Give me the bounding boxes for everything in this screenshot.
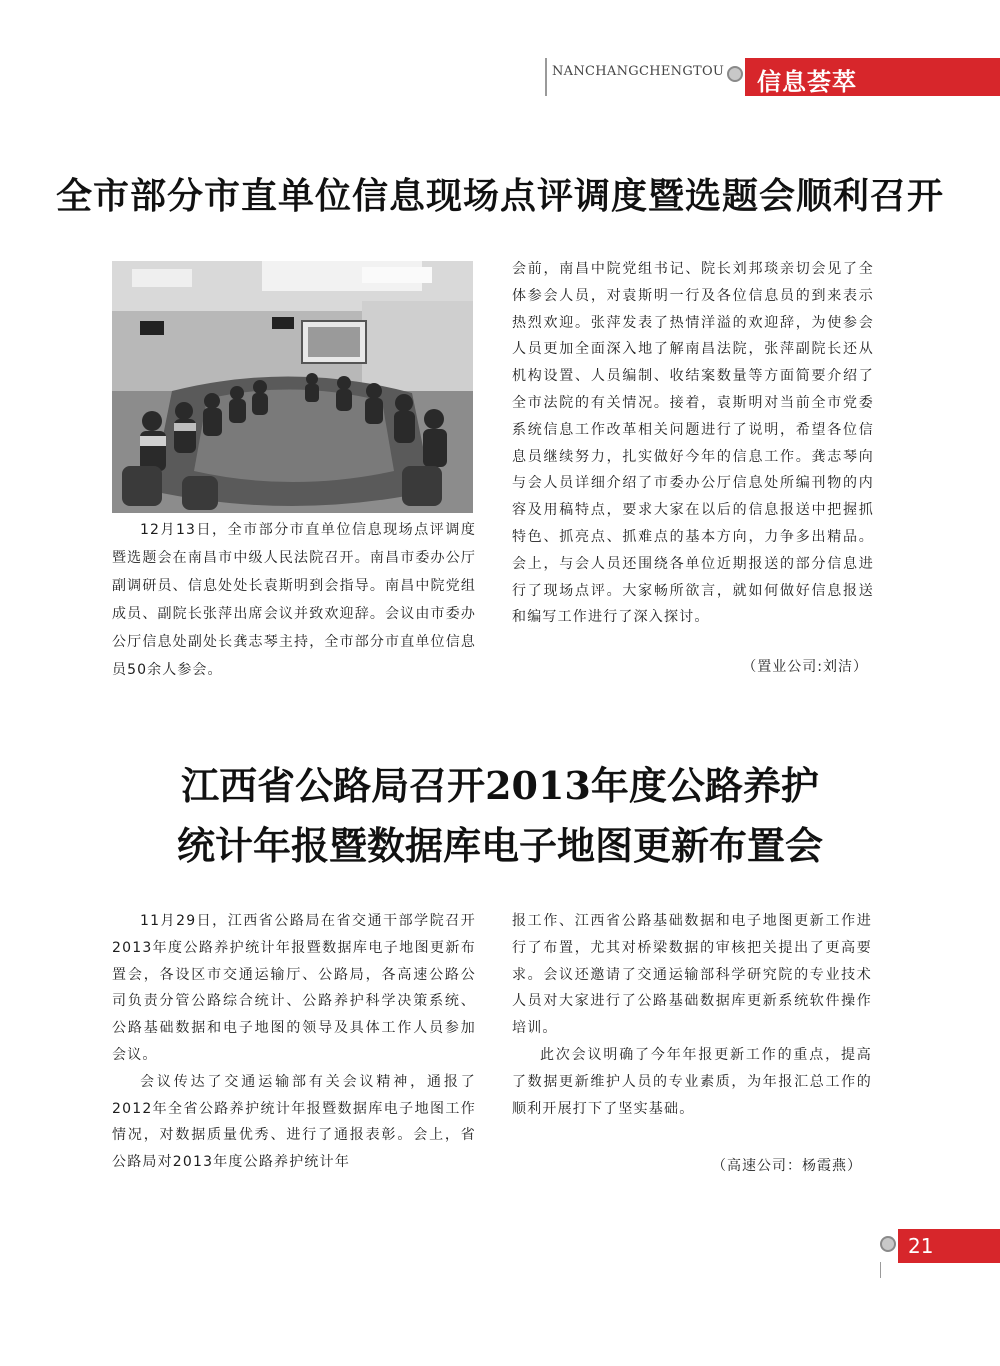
article2-right-column xyxy=(512,908,872,1122)
article2-left-column xyxy=(112,908,476,1176)
footer-bullet-icon xyxy=(880,1236,896,1252)
footer-divider xyxy=(880,1262,881,1278)
article1-body: 会前，南昌中院党组书记、院长刘邦琰亲切会见了全体参会人员，对袁斯明一行及各位信息员的到来表示热烈欢迎。张萍发表了热情洋溢的欢迎辞，为使参会人员更加全面深入地了解南昌法院，张萍副院长还从机构设置、人员编制、收结案数量等方面简要介绍了全市法院的有关情况。接着，袁斯明对当前全市党委系统信息工作改革相关问题进行了说明，希望各位信息员继续努力，扎实做好今年的信息工作。龚志琴向与会人员详细介绍了市委办公厅信息处所编刊物的内容及用稿特点，要求大家在以后的信息报送中把握抓特色、抓亮点、抓难点的基本方向，力争多出精品。会上，与会人员还围绕各单位近期报送的部分信息进行了现场点评。大家畅所欲言，就如何做好信息报送和编写工作进行了深入探讨。 xyxy=(512,261,874,626)
meeting-photo xyxy=(112,261,473,513)
header-divider xyxy=(545,58,547,96)
article2-paragraph: 报工作、江西省公路基础数据和电子地图更新工作进行了布置，尤其对桥梁数据的审核把关提出了更高要求。会议还邀请了交通运输部科学研究院的专业技术人员对大家进行了公路基础数据库更新系统软件操作培训。 xyxy=(512,913,872,1037)
header-bullet-icon xyxy=(727,66,743,82)
article2-paragraph: 会议传达了交通运输部有关会议精神，通报了2012年全省公路养护统计年报暨数据库电子地图工作情况，对数据质量优秀、进行了通报表彰。会上，省公路局对2013年度公路养护统计年 xyxy=(112,1073,476,1171)
article2-title-line2: 统计年报暨数据库电子地图更新布置会 xyxy=(176,823,823,868)
header-section-title: 信息荟萃 xyxy=(757,68,857,96)
article1-title: 全市部分市直单位信息现场点评调度暨选题会顺利召开 xyxy=(55,175,944,217)
page-number: 21 xyxy=(908,1234,934,1258)
header-brand-en: NANCHANGCHENGTOU xyxy=(552,64,725,79)
article2-paragraph: 此次会议明确了今年年报更新工作的重点，提高了数据更新维护人员的专业素质，为年报汇总工作的顺利开展打下了坚实基础。 xyxy=(512,1046,872,1117)
photo-caption: 12月13日，全市部分市直单位信息现场点评调度暨选题会在南昌市中级人民法院召开。南昌市委办公厅副调研员、信息处处长袁斯明到会指导。南昌中院党组成员、副院长张萍出席会议并致欢迎辞。会议由市委办公厅信息处副处长龚志琴主持，全市部分市直单位信息员50余人参会。 xyxy=(112,522,476,678)
article1-credit: （置业公司:刘洁） xyxy=(742,659,868,675)
article2-credit: （高速公司：杨霞燕） xyxy=(712,1158,862,1174)
article2-title-line1: 江西省公路局召开2013年度公路养护 xyxy=(181,763,819,808)
article2-title xyxy=(0,756,1000,876)
article2-paragraph: 11月29日，江西省公路局在省交通干部学院召开2013年度公路养护统计年报暨数据库电子地图更新布置会，各设区市交通运输厅、公路局，各高速公路公司负责分管公路综合统计、公路养护科学决策系统、公路基础数据和电子地图的领导及具体工作人员参加会议。 xyxy=(112,913,476,1063)
